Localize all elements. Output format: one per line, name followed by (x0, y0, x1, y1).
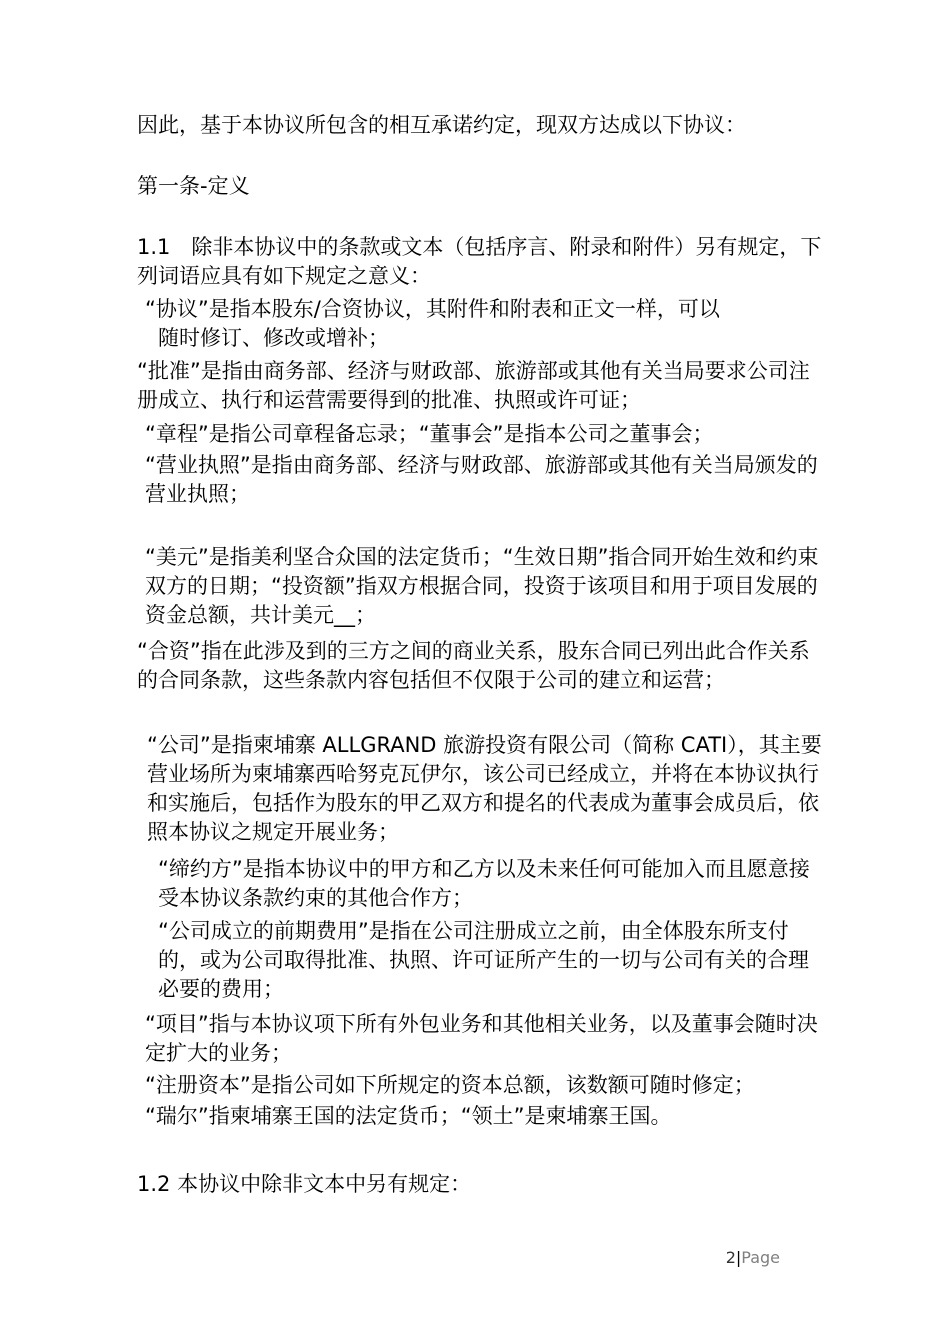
definition-project: “项目”指与本协议项下所有外包业务和其他相关业务，以及董事会随时决定扩大的业务； (145, 1012, 818, 1065)
clause-1-2: 1.2 本协议中除非文本中另有规定： (137, 1172, 472, 1196)
page-number: 2 (725, 1248, 736, 1267)
definition-riel-territory: “瑞尔”指柬埔寨王国的法定货币；“领土”是柬埔寨王国。 (145, 1104, 672, 1128)
definition-company: “公司”是指柬埔寨 ALLGRAND 旅游投资有限公司（简称 CATI），其主要营业场所为柬埔寨西哈努克瓦伊尔，该公司已经成立，并将在本协议执行和实施后，包括作为股东的甲乙双方和提名的代表成为董事会成员后，依照本协议之规定开展业务； (147, 733, 822, 844)
article-1-title: 第一条-定义 (137, 174, 250, 198)
definition-joint-venture: “合资”指在此涉及到的三方之间的商业关系，股东合同已列出此合作关系的合同条款，这些条款内容包括但不仅限于公司的建立和运营； (137, 639, 810, 692)
definition-charter: “章程”是指公司章程备忘录；“董事会”是指本公司之董事会； (145, 422, 714, 446)
definition-preliminary-expenses: “公司成立的前期费用”是指在公司注册成立之前，由全体股东所支付的，或为公司取得批准、执照、许可证所产生的一切与公司有关的合理必要的费用； (158, 919, 809, 1001)
definition-contracting-parties: “缔约方”是指本协议中的甲方和乙方以及未来任何可能加入而且愿意接受本协议条款约束的其他合作方； (158, 857, 810, 910)
page-label: Page (741, 1248, 780, 1267)
definition-usd: “美元”是指美利坚合众国的法定货币；“生效日期”指合同开始生效和约束双方的日期；“投资额”指双方根据合同，投资于该项目和用于项目发展的资金总额，共计美元__； (145, 545, 819, 627)
definition-registered-capital: “注册资本”是指公司如下所规定的资本总额，该数额可随时修定； (145, 1073, 755, 1097)
footer-separator: | (735, 1248, 742, 1267)
definition-agreement-line2: 随时修订、修改或增补； (158, 326, 389, 350)
clause-1-1: 1.1 除非本协议中的条款或文本（包括序言、附录和附件）另有规定，下列词语应具有如下规定之意义： (137, 235, 822, 288)
intro-paragraph: 因此，基于本协议所包含的相互承诺约定，现双方达成以下协议： (137, 113, 746, 137)
definition-business-license: “营业执照”是指由商务部、经济与财政部、旅游部或其他有关当局颁发的营业执照； (145, 453, 818, 506)
page-footer (726, 1248, 780, 1267)
definition-agreement-line1: “协议”是指本股东/合资协议，其附件和附表和正文一样，可以 (145, 297, 720, 321)
definition-approval: “批准”是指由商务部、经济与财政部、旅游部或其他有关当局要求公司注册成立、执行和运营需要得到的批准、执照或许可证； (137, 359, 810, 412)
